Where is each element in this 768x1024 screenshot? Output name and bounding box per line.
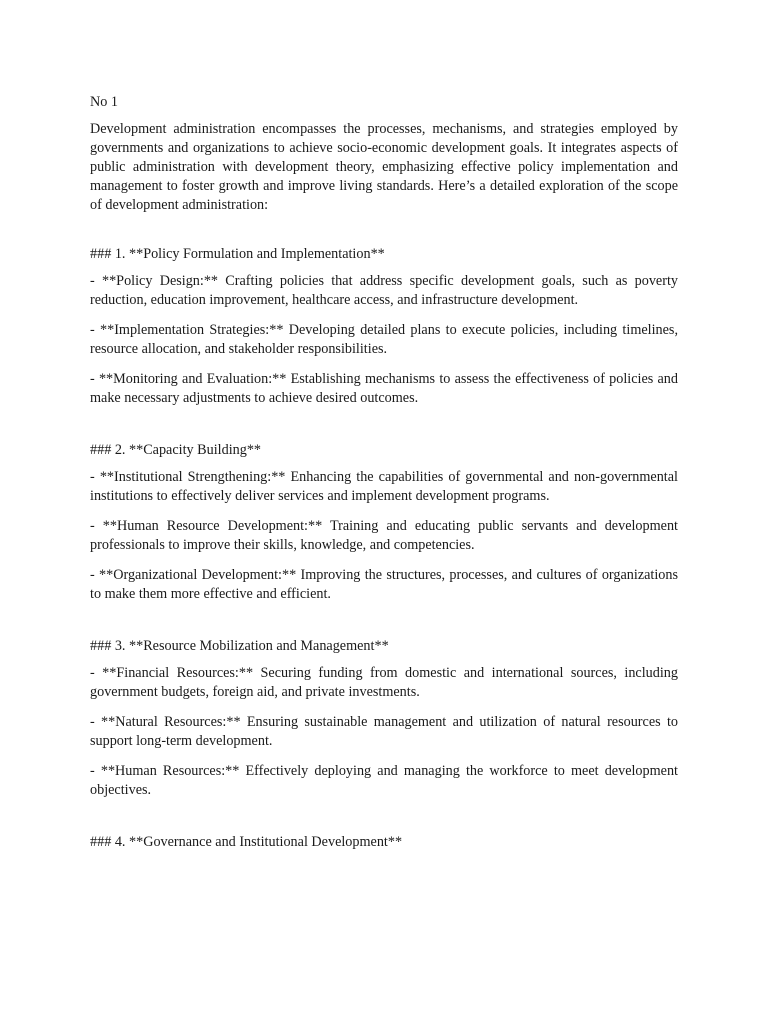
list-item: - **Policy Design:** Crafting policies that address specific development goals, such as poverty reduction, education improvement, healthcare access, and infrastructure development.: [90, 273, 678, 308]
list-item: - **Human Resource Development:** Training and educating public servants and development professionals to improve their skills, knowledge, and competencies.: [90, 518, 678, 553]
sections-container: [90, 245, 678, 852]
list-item: - **Monitoring and Evaluation:** Establishing mechanisms to assess the effectiveness of policies and make necessary adjustments to achieve desired outcomes.: [90, 371, 678, 406]
list-item: - **Organizational Development:** Improving the structures, processes, and cultures of organizations to make them more effective and efficient.: [90, 567, 678, 602]
document-number: No 1: [90, 94, 118, 110]
section-2: [90, 441, 678, 604]
section-heading: ### 1. **Policy Formulation and Implementation**: [90, 246, 385, 262]
list-item: - **Human Resources:** Effectively deploying and managing the workforce to meet development objectives.: [90, 763, 678, 798]
section-1: [90, 245, 678, 408]
section-3: [90, 637, 678, 800]
list-item: - **Natural Resources:** Ensuring sustainable management and utilization of natural resources to support long-term development.: [90, 714, 678, 749]
document-page: [90, 93, 678, 860]
list-item: - **Financial Resources:** Securing funding from domestic and international sources, including government budgets, foreign aid, and private investments.: [90, 665, 678, 700]
section-heading: ### 4. **Governance and Institutional Development**: [90, 834, 403, 850]
list-item: - **Institutional Strengthening:** Enhancing the capabilities of governmental and non-governmental institutions to effectively deliver services and implement development programs.: [90, 469, 678, 504]
section-heading: ### 3. **Resource Mobilization and Management**: [90, 638, 389, 654]
list-item: - **Implementation Strategies:** Developing detailed plans to execute policies, including timelines, resource allocation, and stakeholder responsibilities.: [90, 322, 678, 357]
section-heading: ### 2. **Capacity Building**: [90, 442, 262, 458]
intro-paragraph: Development administration encompasses the processes, mechanisms, and strategies employed by governments and organizations to achieve socio-economic development goals. It integrates aspects of public administration with development theory, emphasizing effective policy implementation and management to foster growth and improve living standards. Here’s a detailed exploration of the scope of development administration:: [90, 121, 678, 213]
section-4: [90, 833, 678, 852]
